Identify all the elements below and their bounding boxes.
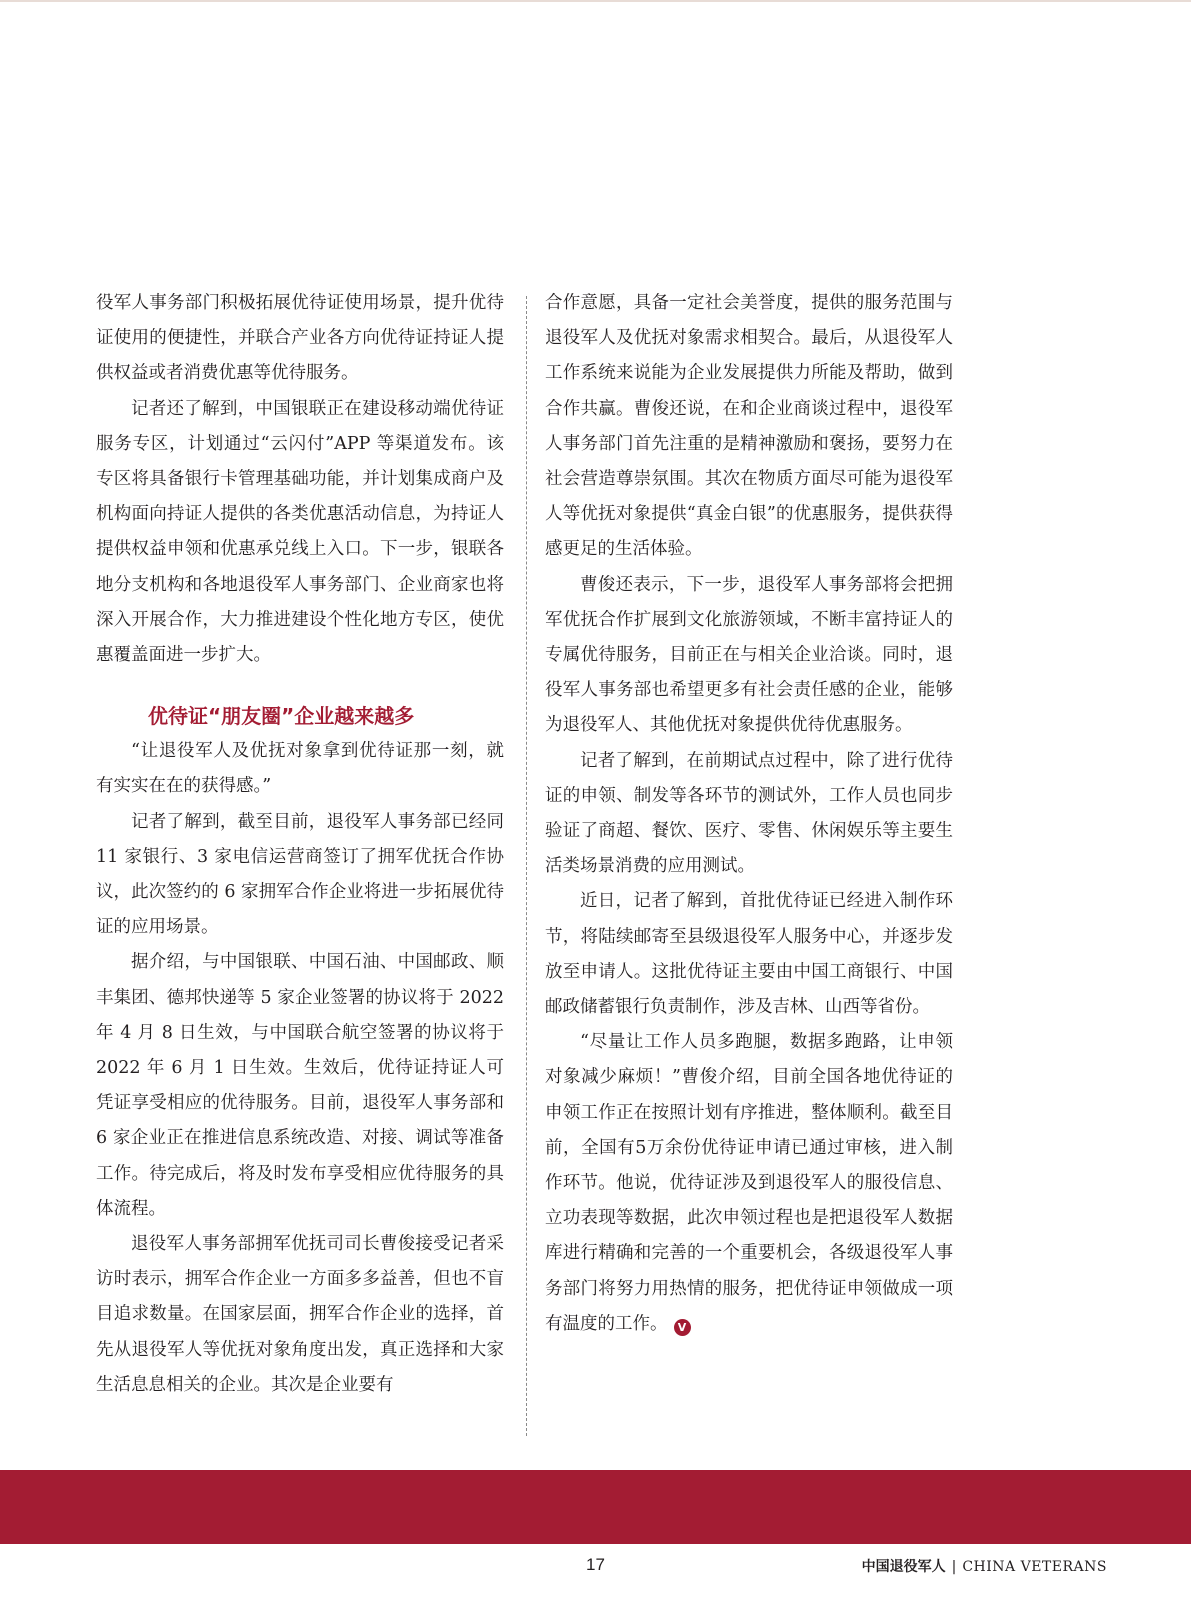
last-paragraph — [545, 1025, 953, 1342]
paragraph: 记者了解到，截至目前，退役军人事务部已经同 11 家银行、3 家电信运营商签订了拥军优抚合作协议，此次签约的 6 家拥军合作企业将进一步拓展优待证的应用场景。 — [96, 811, 504, 938]
paragraph: 记者还了解到，中国银联正在建设移动端优待证服务专区，计划通过“云闪付”APP 等渠道发布。该专区将具备银行卡管理基础功能，并计划集成商户及机构面向持证人提供的各类优惠活动信息，为持证人提供权益申领和优惠承兑线上入口。下一步，银联各地分支机构和各地退役军人事务部门、企业商家也将深入开展合作，大力推进建设个性化地方专区，使优惠覆盖面进一步扩大。 — [96, 398, 504, 666]
magazine-name — [862, 1556, 1107, 1576]
paragraph: 据介绍，与中国银联、中国石油、中国邮政、顺丰集团、德邦快递等 5 家企业签署的协议将于 2022 年 4 月 8 日生效，与中国联合航空签署的协议将于 2022 年 6 月 1 日生效。生效后，优待证持证人可凭证享受相应的优待服务。目前，退役军人事务部和 6 家企业正在推进信息系统改造、对接、调试等准备工作。待完成后，将及时发布享受相应优待服务的具体流程。 — [96, 952, 504, 1219]
end-mark-icon: V — [674, 1319, 691, 1336]
top-rule — [0, 0, 1191, 2]
magazine-separator: | — [951, 1559, 957, 1575]
section-heading: 优待证“朋友圈”企业越来越多 — [148, 704, 415, 729]
paragraph-text: “尽量让工作人员多跑腿，数据多跑路，让申领对象减少麻烦！”曹俊介绍，目前全国各地优待证的申领工作正在按照计划有序推进，整体顺利。截至目前，全国有5万余份优待证申请已通过审核，进入制作环节。他说，优待证涉及到退役军人的服役信息、立功表现等数据，此次申领过程也是把退役军人数据库进行精确和完善的一个重要机会，各级退役军人事务部门将努力用热情的服务，把优待证申领做成一项有温度的工作。 — [545, 1032, 953, 1334]
paragraph: 退役军人事务部拥军优抚司司长曹俊接受记者采访时表示，拥军合作企业一方面多多益善，但也不盲目追求数量。在国家层面，拥军合作企业的选择，首先从退役军人等优抚对象角度出发，真正选择和大家生活息息相关的企业。其次是企业要有 — [96, 1234, 504, 1395]
magazine-name-cn: 中国退役军人 — [861, 1559, 946, 1575]
paragraph: 合作意愿，具备一定社会美誉度，提供的服务范围与退役军人及优抚对象需求相契合。最后，从退役军人工作系统来说能为企业发展提供力所能及帮助，做到合作共赢。曹俊还说，在和企业商谈过程中，退役军人事务部门首先注重的是精神激励和褒扬，要努力在社会营造尊崇氛围。其次在物质方面尽可能为退役军人等优抚对象提供“真金白银”的优惠服务，提供获得感更足的生活体验。 — [545, 293, 953, 560]
magazine-name-en: CHINA VETERANS — [962, 1559, 1107, 1575]
column-divider — [526, 296, 527, 1436]
page-number: 17 — [586, 1555, 605, 1574]
footer-band — [0, 1470, 1191, 1544]
paragraph: 记者了解到，在前期试点过程中，除了进行优待证的申领、制发等各环节的测试外，工作人员也同步验证了商超、餐饮、医疗、零售、休闲娱乐等主要生活类场景消费的应用测试。 — [545, 750, 953, 877]
paragraph: “让退役军人及优抚对象拿到优待证那一刻，就有实实在在的获得感。” — [96, 741, 504, 797]
paragraph: 曹俊还表示，下一步，退役军人事务部将会把拥军优抚合作扩展到文化旅游领域，不断丰富持证人的专属优待服务，目前正在与相关企业洽谈。同时，退役军人事务部也希望更多有社会责任感的企业，能够为退役军人、其他优抚对象提供优待优惠服务。 — [545, 574, 953, 736]
right-column — [545, 286, 953, 1342]
paragraph: 近日，记者了解到，首批优待证已经进入制作环节，将陆续邮寄至县级退役军人服务中心，并逐步发放至申请人。这批优待证主要由中国工商银行、中国邮政储蓄银行负责制作，涉及吉林、山西等省份。 — [545, 891, 953, 1018]
left-column — [96, 286, 504, 1403]
paragraph: 役军人事务部门积极拓展优待证使用场景，提升优待证使用的便捷性，并联合产业各方向优待证持证人提供权益或者消费优惠等优待服务。 — [96, 293, 504, 384]
